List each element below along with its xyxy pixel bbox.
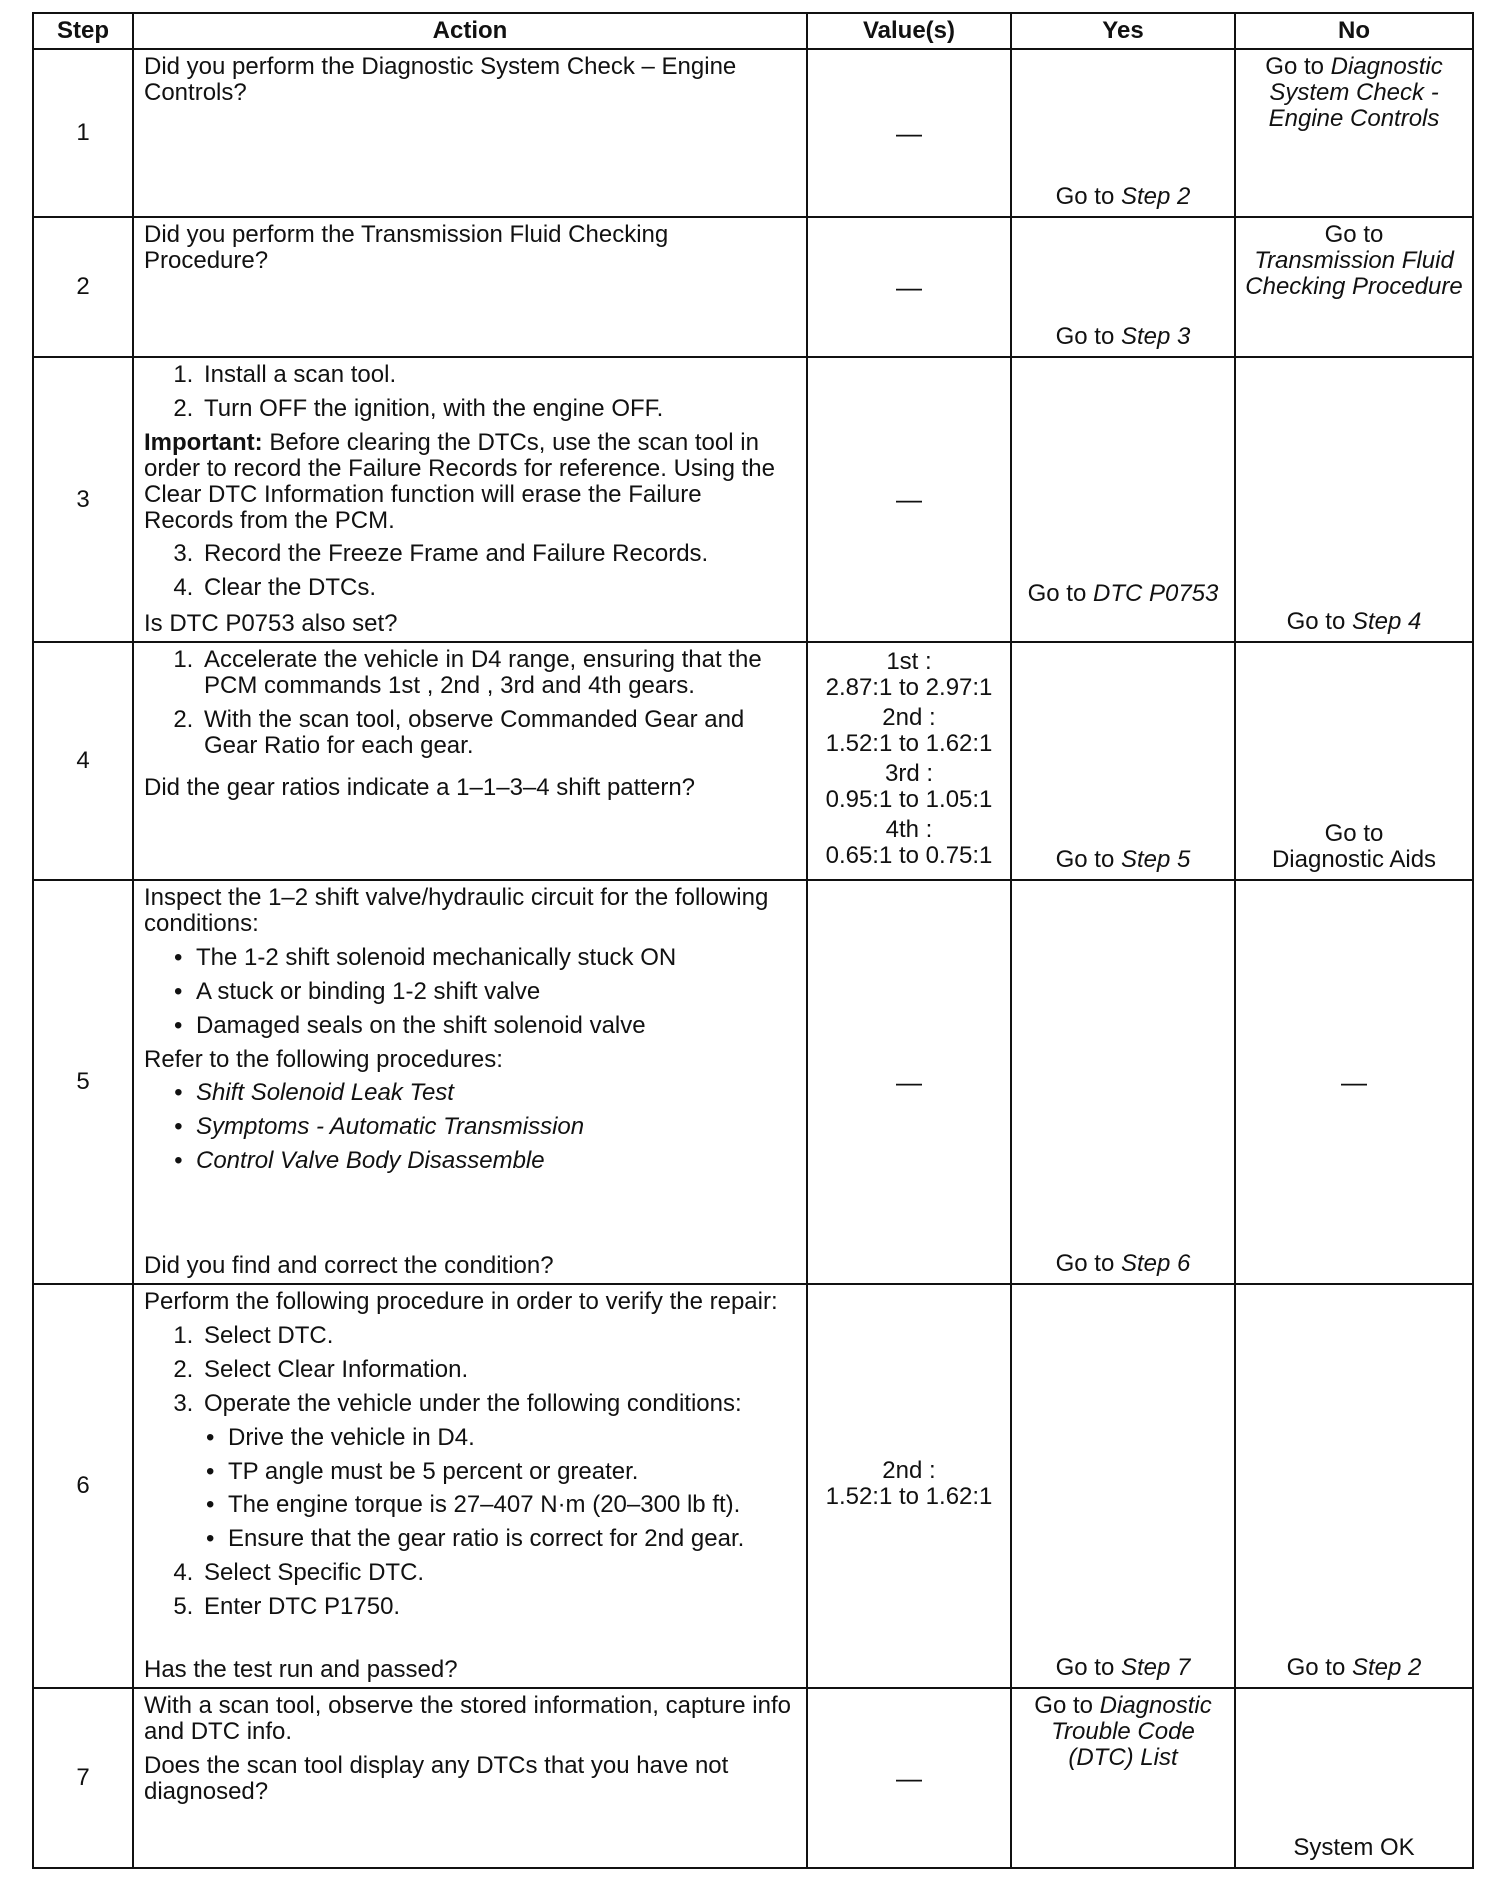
list-item: 4. Clear the DTCs. [200, 575, 796, 601]
gear-ratio-1st [826, 649, 993, 701]
gear-range: 1.52:1 to 1.62:1 [825, 730, 993, 758]
diagnostic-aids-link[interactable]: Diagnostic Aids [1271, 846, 1437, 874]
no-value-dash: — [896, 1066, 922, 1097]
question-text: Did you perform the Transmission Fluid Checking Procedure? [144, 221, 669, 274]
action-cell [133, 217, 807, 357]
goto-prefix: Go to [1034, 1692, 1100, 1719]
yes-cell [1011, 217, 1235, 357]
goto-prefix: Go to [1055, 183, 1121, 211]
values-cell [807, 642, 1011, 880]
goto-step-2-link[interactable]: Step 2 [1120, 183, 1191, 211]
step-number: 5 [33, 880, 133, 1284]
dtc-list-link[interactable]: Diagnostic Trouble Code (DTC) List [1051, 1692, 1212, 1771]
diagnostic-system-check-link[interactable]: Diagnostic System Check - Engine Controls [1268, 53, 1443, 132]
list-item: • Damaged seals on the shift solenoid valve [144, 1013, 796, 1039]
header-values: Value(s) [807, 13, 1011, 49]
list-item: 2. With the scan tool, observe Commanded Gear and Gear Ratio for each gear. [200, 707, 796, 759]
conditions-sublist [144, 1425, 796, 1553]
table-row-step-2 [33, 217, 1473, 357]
table-row-step-6 [33, 1284, 1473, 1688]
goto-prefix: Go to [1324, 221, 1384, 248]
gear-label: 2nd : [882, 1457, 936, 1485]
instruction-text: With a scan tool, observe the stored information, capture info and DTC info. [144, 1692, 792, 1745]
table-row-step-5 [33, 880, 1473, 1284]
gear-range: 0.95:1 to 1.05:1 [825, 785, 993, 813]
list-item: • The 1-2 shift solenoid mechanically stuck ON [144, 945, 796, 971]
list-item: 5. Enter DTC P1750. [200, 1594, 796, 1620]
list-item: • Drive the vehicle in D4. [144, 1425, 796, 1451]
step-number: 2 [33, 217, 133, 357]
important-label: Important: [144, 428, 263, 456]
procedures-list [144, 1080, 796, 1174]
important-text: Before clearing the DTCs, use the scan tool in order to record the Failure Records for reference. Using the Clear DTC Information function will erase the Failure Records from the PCM. [144, 428, 775, 534]
yes-cell [1011, 357, 1235, 642]
action-cell [133, 880, 807, 1284]
list-item: • The engine torque is 27–407 N·m (20–300 lb ft). [144, 1492, 796, 1518]
header-step: Step [33, 13, 133, 49]
goto-step-7-link[interactable]: Step 7 [1120, 1654, 1191, 1682]
table-row-step-7 [33, 1688, 1473, 1868]
procedure-list [144, 541, 796, 601]
header-yes: Yes [1011, 13, 1235, 49]
gear-label: 1st : [886, 648, 932, 676]
values-cell [807, 1688, 1011, 1868]
symptoms-automatic-transmission-link[interactable]: • Symptoms - Automatic Transmission [144, 1114, 796, 1140]
procedure-list [144, 1560, 796, 1620]
no-cell [1235, 1688, 1473, 1868]
procedure-list [144, 647, 796, 767]
yes-cell [1011, 1284, 1235, 1688]
conditions-list [144, 945, 796, 1039]
yes-goto [1056, 847, 1191, 873]
no-cell [1235, 49, 1473, 217]
list-item: • Ensure that the gear ratio is correct for 2nd gear. [144, 1526, 796, 1552]
yes-goto [1016, 1693, 1230, 1771]
system-ok-text: System OK [1293, 1834, 1415, 1862]
question-text: Is DTC P0753 also set? [144, 610, 398, 638]
list-item: 3. Operate the vehicle under the following conditions: [200, 1391, 796, 1417]
values-cell [807, 1284, 1011, 1688]
action-cell [133, 642, 807, 880]
yes-cell [1011, 880, 1235, 1284]
yes-cell [1011, 49, 1235, 217]
goto-step-5-link[interactable]: Step 5 [1120, 846, 1191, 874]
no-value-dash: — [896, 484, 922, 515]
goto-prefix: Go to [1286, 1654, 1352, 1682]
question-text: Does the scan tool display any DTCs that you have not diagnosed? [144, 1751, 729, 1805]
no-cell [1235, 642, 1473, 880]
diagnostic-table [32, 12, 1474, 1869]
goto-prefix: Go to [1055, 1250, 1121, 1278]
goto-prefix: Go to [1027, 580, 1093, 608]
header-no: No [1235, 13, 1473, 49]
goto-prefix: Go to [1055, 323, 1121, 351]
no-cell [1235, 217, 1473, 357]
question-text: Did you find and correct the condition? [144, 1252, 554, 1280]
goto-prefix: Go to [1265, 53, 1331, 80]
no-cell [1235, 357, 1473, 642]
gear-range: 2.87:1 to 2.97:1 [825, 674, 993, 702]
values-cell [807, 880, 1011, 1284]
action-cell [133, 1284, 807, 1688]
step-number: 6 [33, 1284, 133, 1688]
list-item: 3. Record the Freeze Frame and Failure Records. [200, 541, 796, 567]
gear-label: 3rd : [884, 760, 934, 787]
yes-goto [1056, 184, 1191, 210]
gear-ratio-2nd [826, 705, 993, 757]
yes-cell [1011, 1688, 1235, 1868]
no-value-dash: — [1341, 1066, 1367, 1097]
goto-step-4-link[interactable]: Step 4 [1351, 608, 1422, 636]
gear-ratio-2nd [808, 1458, 1010, 1510]
list-item: 1. Select DTC. [200, 1323, 796, 1349]
table-row-step-4 [33, 642, 1473, 880]
no-cell [1235, 880, 1473, 1284]
question-text: Did you perform the Diagnostic System Check – Engine Controls? [144, 53, 737, 106]
values-cell [807, 49, 1011, 217]
no-value-dash: — [896, 1762, 922, 1793]
list-item: • TP angle must be 5 percent or greater. [144, 1459, 796, 1485]
goto-step-6-link[interactable]: Step 6 [1120, 1250, 1191, 1278]
control-valve-body-disassemble-link[interactable]: • Control Valve Body Disassemble [144, 1148, 796, 1174]
table-row-step-3 [33, 357, 1473, 642]
goto-prefix: Go to [1055, 1654, 1121, 1682]
list-item: 1. Accelerate the vehicle in D4 range, ensuring that the PCM commands 1st , 2nd , 3rd and 4th gears. [200, 647, 796, 699]
yes-goto [1028, 581, 1219, 607]
gear-label: 4th : [885, 815, 933, 843]
list-item: 4. Select Specific DTC. [200, 1560, 796, 1586]
goto-prefix: Go to [1286, 608, 1352, 636]
goto-prefix: Go to [1055, 846, 1121, 874]
step-number: 7 [33, 1688, 133, 1868]
yes-goto [1056, 324, 1191, 350]
refer-text: Refer to the following procedures: [144, 1045, 503, 1073]
list-item: 2. Turn OFF the ignition, with the engine OFF. [200, 396, 796, 422]
header-action: Action [133, 13, 807, 49]
shift-solenoid-leak-test-link[interactable]: • Shift Solenoid Leak Test [144, 1080, 796, 1106]
question-text: Did the gear ratios indicate a 1–1–3–4 shift pattern? [144, 773, 696, 801]
step-number: 3 [33, 357, 133, 642]
yes-goto [1056, 1251, 1191, 1277]
gear-ratio-4th [826, 817, 993, 869]
values-cell [807, 357, 1011, 642]
list-item: 1. Install a scan tool. [200, 362, 796, 388]
step-number: 4 [33, 642, 133, 880]
intro-text: Perform the following procedure in order to verify the repair: [144, 1288, 778, 1315]
no-cell [1235, 1284, 1473, 1688]
yes-goto [1056, 1655, 1191, 1681]
no-goto [1287, 1655, 1422, 1681]
no-goto [1287, 609, 1422, 635]
list-item: 2. Select Clear Information. [200, 1357, 796, 1383]
list-item: • A stuck or binding 1-2 shift valve [144, 979, 796, 1005]
yes-cell [1011, 642, 1235, 880]
transmission-fluid-checking-link[interactable]: Transmission Fluid Checking Procedure [1245, 246, 1463, 300]
goto-prefix: Go to [1324, 820, 1384, 848]
action-cell [133, 49, 807, 217]
no-value-dash: — [896, 117, 922, 148]
gear-range: 1.52:1 to 1.62:1 [825, 1483, 993, 1510]
goto-step-3-link[interactable]: Step 3 [1120, 323, 1191, 351]
intro-text: Inspect the 1–2 shift valve/hydraulic circuit for the following conditions: [144, 884, 769, 937]
values-cell [807, 217, 1011, 357]
gear-ratio-3rd [826, 761, 993, 813]
gear-label: 2nd : [882, 704, 936, 732]
action-cell [133, 1688, 807, 1868]
step-number: 1 [33, 49, 133, 217]
header-row [33, 13, 1473, 49]
table-row-step-1 [33, 49, 1473, 217]
procedure-list [144, 362, 796, 422]
dtc-p0753-link[interactable]: DTC P0753 [1092, 580, 1219, 608]
question-text: Has the test run and passed? [144, 1656, 458, 1684]
no-value-dash: — [896, 271, 922, 302]
goto-step-2-link[interactable]: Step 2 [1351, 1654, 1422, 1682]
procedure-list [144, 1323, 796, 1417]
important-note [144, 430, 796, 534]
gear-range: 0.65:1 to 0.75:1 [825, 841, 993, 869]
action-cell [133, 357, 807, 642]
no-goto [1240, 54, 1468, 132]
